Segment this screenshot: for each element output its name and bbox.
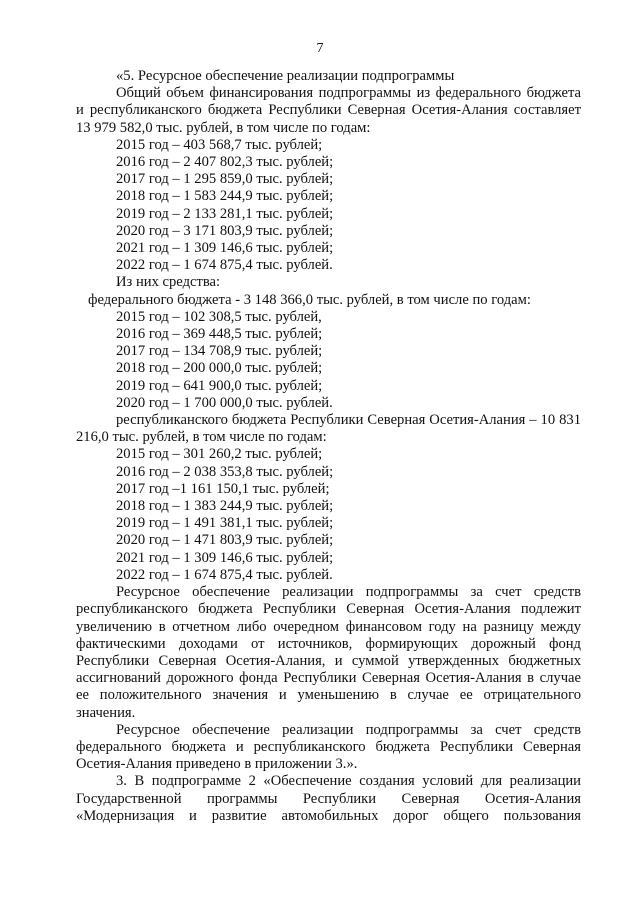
republican-funding-intro: республиканского бюджета Республики Северная Осетия-Алания – 10 831 216,0 тыс. рублей, в том числе по годам: — [76, 412, 581, 446]
list-item: 2019 год – 2 133 281,1 тыс. рублей; — [116, 205, 334, 222]
list-item: 2017 год – 134 708,9 тыс. рублей; — [116, 343, 323, 360]
list-item: 2019 год – 1 491 381,1 тыс. рублей; — [116, 515, 334, 532]
page-number: 7 — [316, 41, 324, 56]
of-which-label: Из них средства: — [116, 274, 221, 291]
list-item: 2016 год – 369 448,5 тыс. рублей; — [116, 326, 323, 343]
list-item: 2020 год – 3 171 803,9 тыс. рублей; — [116, 222, 334, 239]
list-item: 2021 год – 1 309 146,6 тыс. рублей; — [116, 240, 334, 257]
list-item: 2017 год –1 161 150,1 тыс. рублей; — [116, 480, 330, 497]
federal-funding-intro: федерального бюджета - 3 148 366,0 тыс. рублей, в том числе по годам: — [88, 291, 531, 308]
list-item: 2018 год – 200 000,0 тыс. рублей; — [116, 360, 323, 377]
list-item: 2015 год – 301 260,2 тыс. рублей; — [116, 446, 323, 463]
appendix-paragraph: Ресурсное обеспечение реализации подпрограммы за счет средств федерального бюджета и республиканского бюджета Республики Северная Осетия-Алания приведено в приложении 3.». — [76, 721, 581, 773]
list-item: 2015 год – 403 568,7 тыс. рублей; — [116, 136, 323, 153]
list-item: 2018 год – 1 383 244,9 тыс. рублей; — [116, 498, 334, 515]
list-item: 2022 год – 1 674 875,4 тыс. рублей. — [116, 257, 333, 274]
subprogram-2-paragraph: 3. В подпрограмме 2 «Обеспечение создания условий для реализации Государственной программы Республики Северная Осетия-Алания «Модернизация и развитие автомобильных дорог общего пользования — [76, 773, 581, 824]
list-item: 2021 год – 1 309 146,6 тыс. рублей; — [116, 549, 334, 566]
list-item: 2016 год – 2 038 353,8 тыс. рублей; — [116, 463, 334, 480]
federal-funding-years — [76, 309, 581, 412]
list-item: 2020 год – 1 700 000,0 тыс. рублей. — [116, 394, 333, 411]
total-funding-intro: Общий объем финансирования подпрограммы из федерального бюджета и республиканского бюджета Республики Северная Осетия-Алания составляет 13 979 582,0 тыс. рублей, в том числе по годам: — [76, 85, 581, 136]
document-body — [76, 68, 581, 825]
section-title: «5. Ресурсное обеспечение реализации подпрограммы — [116, 68, 455, 84]
list-item: 2020 год – 1 471 803,9 тыс. рублей; — [116, 532, 334, 549]
list-item: 2015 год – 102 308,5 тыс. рублей, — [116, 308, 322, 325]
list-item: 2017 год – 1 295 859,0 тыс. рублей; — [116, 171, 334, 188]
list-item: 2022 год – 1 674 875,4 тыс. рублей. — [116, 566, 333, 583]
total-funding-years — [76, 137, 581, 275]
list-item: 2018 год – 1 583 244,9 тыс. рублей; — [116, 188, 334, 205]
list-item: 2019 год – 641 900,0 тыс. рублей; — [116, 377, 323, 394]
republican-funding-years — [76, 446, 581, 584]
list-item: 2016 год – 2 407 802,3 тыс. рублей; — [116, 154, 334, 171]
increase-paragraph: Ресурсное обеспечение реализации подпрограммы за счет средств республиканского бюджета Республики Северная Осетия-Алания подлежит увеличению в отчетном либо очередном финансовом году на разницу между фактическими доходами от источников, формирующих дорожный фонд Республики Северная Осетия-Алания, и суммой утвержденных бюджетных ассигнований дорожного фонда Республики Северная Осетия-Алания в случае ее положительного значения и уменьшению в случае ее отрицательного значения. — [76, 584, 581, 721]
